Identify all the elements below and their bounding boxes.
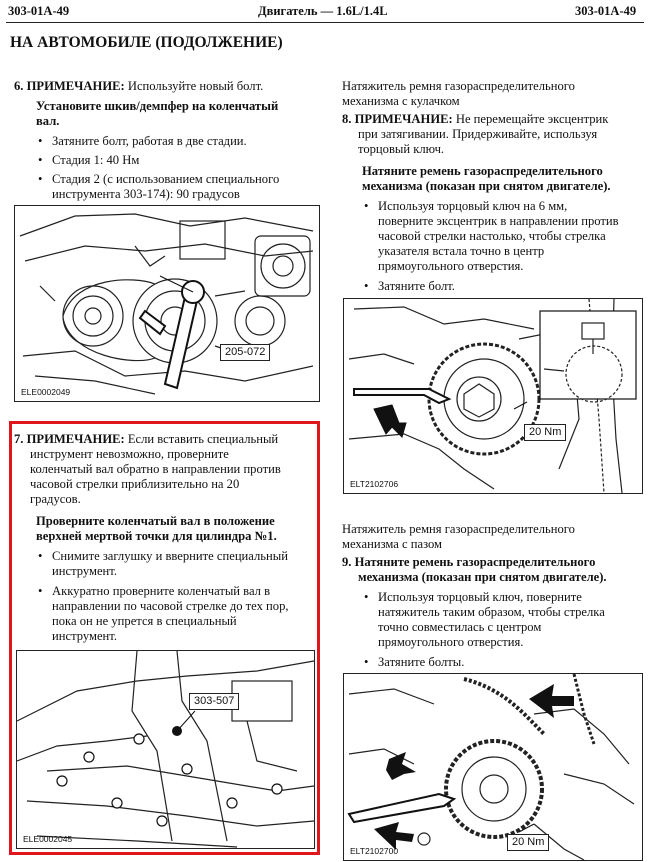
step8-note-text-1: Не перемещайте эксцентрик <box>452 112 609 126</box>
step9-intro-line1: Натяжитель ремня газораспределительного <box>342 522 575 536</box>
step7-bullet-1-cont: инструмент. <box>52 564 117 578</box>
step6-heading-line1: Установите шкив/демпфер на коленчатый <box>36 99 279 113</box>
step7-figure <box>16 650 315 849</box>
step7-note-line5: градусов. <box>30 492 81 506</box>
step9-bullet-2: • Затяните болты. <box>378 655 464 670</box>
step9-heading-line1 <box>342 555 595 570</box>
step8-bullet-2: • Затяните болт. <box>378 279 455 294</box>
step7-number: 7. <box>14 432 24 446</box>
step7-note-line4: часовой стрелки приблизительно на 20 <box>30 477 240 491</box>
step8-bullet-1-cont-2: часовой стрелки настолько, чтобы стрелка <box>378 229 606 243</box>
step9-intro-line2: механизма с пазом <box>342 537 443 551</box>
step9-bullet-1-cont-1: натяжитель таким образом, чтобы стрелка <box>378 605 605 619</box>
step7-bullet-2-cont-1: направлении по часовой стрелке до тех пор, <box>52 599 289 613</box>
step8-bullet-1-cont-1: поверните эксцентрик в направлении против <box>378 214 619 228</box>
step8-torque-tag: 20 Nm <box>524 424 566 441</box>
step8-bullet-1: • Используя торцовый ключ на 6 мм, <box>378 199 567 214</box>
step7-bullet-2-cont-2: пока он не упрется в специальный <box>52 614 237 628</box>
step7-heading-line2: верхней мертвой точки для цилиндра №1. <box>36 529 277 543</box>
step6-note-text: Используйте новый болт. <box>124 79 264 93</box>
header-title: Двигатель — 1.6L/1.4L <box>258 4 388 18</box>
step9-bullet-1-cont-3: прямоугольного отверстия. <box>378 635 524 649</box>
step7-bullet-1: • Снимите заглушку и вверните специальный <box>52 549 288 564</box>
step8-heading-line1: Натяните ремень газораспределительного <box>362 164 603 178</box>
step8-note-line2: при затягивании. Придерживайте, используя <box>358 127 598 141</box>
section-title: НА АВТОМОБИЛЕ (ПОДОЛЖЕНИЕ) <box>10 34 283 51</box>
step8-heading-line2: механизма (показан при снятом двигателе). <box>362 179 611 193</box>
step9-number: 9. <box>342 555 352 569</box>
step7-note-line3: коленчатый вал обратно в направлении против <box>30 462 281 476</box>
step8-figure <box>343 298 643 494</box>
step8-note-line3: торцовый ключ. <box>358 142 445 156</box>
step8-intro-line2: механизма с кулачком <box>342 94 460 108</box>
step7-note-line1 <box>14 432 278 447</box>
step7-heading-line1: Проверните коленчатый вал в положение <box>36 514 275 528</box>
step8-note-line1 <box>342 112 608 127</box>
crank-pulley-illustration <box>15 206 319 401</box>
step8-figure-code: ELT2102706 <box>350 479 399 489</box>
cam-tensioner-illustration <box>344 299 642 493</box>
header-divider <box>6 22 644 23</box>
step9-bullet-1: • Используя торцовый ключ, поверните <box>378 590 582 605</box>
step8-number: 8. <box>342 112 352 126</box>
slot-tensioner-illustration <box>344 674 642 860</box>
step8-intro-line1: Натяжитель ремня газораспределительного <box>342 79 575 93</box>
step6-bullet-3-cont: инструмента 303-174): 90 градусов <box>52 187 240 201</box>
step9-heading-line2: механизма (показан при снятом двигателе). <box>358 570 607 584</box>
step6-bullet-3: • Стадия 2 (с использованием специального <box>52 172 279 187</box>
step7-note-label: ПРИМЕЧАНИЕ: <box>26 432 125 446</box>
step7-note-text-1: Если вставить специальный <box>124 432 279 446</box>
step6-figure-code: ELE0002049 <box>21 387 71 397</box>
header-left-code: 303-01A-49 <box>8 4 70 18</box>
step6-number: 6. <box>14 79 24 93</box>
step6-bullet-1: • Затяните болт, работая в две стадии. <box>52 134 247 149</box>
step7-note-line2: инструмент невозможно, проверните <box>30 447 229 461</box>
step8-note-label: ПРИМЕЧАНИЕ: <box>354 112 453 126</box>
step6-bullet-2: • Стадия 1: 40 Нм <box>52 153 139 168</box>
step6-heading-line2: вал. <box>36 114 60 128</box>
step6-note-label: ПРИМЕЧАНИЕ: <box>26 79 125 93</box>
step9-bullet-1-cont-2: точно совместилась с центром <box>378 620 542 634</box>
step7-tool-tag: 303-507 <box>189 693 239 710</box>
crankshaft-tdc-illustration <box>17 651 314 848</box>
header-right-code: 303-01A-49 <box>575 4 637 18</box>
step6-figure <box>14 205 320 402</box>
step9-heading-text-1: Натяните ремень газораспределительного <box>354 555 596 569</box>
step9-torque-tag: 20 Nm <box>507 834 549 851</box>
step7-bullet-2-cont-3: инструмент. <box>52 629 117 643</box>
step6-tool-tag: 205-072 <box>220 344 270 361</box>
step6-note <box>14 79 263 94</box>
step8-bullet-1-cont-3: указателя встала точно в центр <box>378 244 545 258</box>
step7-figure-code: ELE0002045 <box>23 834 73 844</box>
step7-bullet-2: • Аккуратно проверните коленчатый вал в <box>52 584 270 599</box>
step9-figure-code: ELT2102700 <box>350 846 399 856</box>
step8-bullet-1-cont-4: прямоугольного отверстия. <box>378 259 524 273</box>
step9-figure <box>343 673 643 861</box>
